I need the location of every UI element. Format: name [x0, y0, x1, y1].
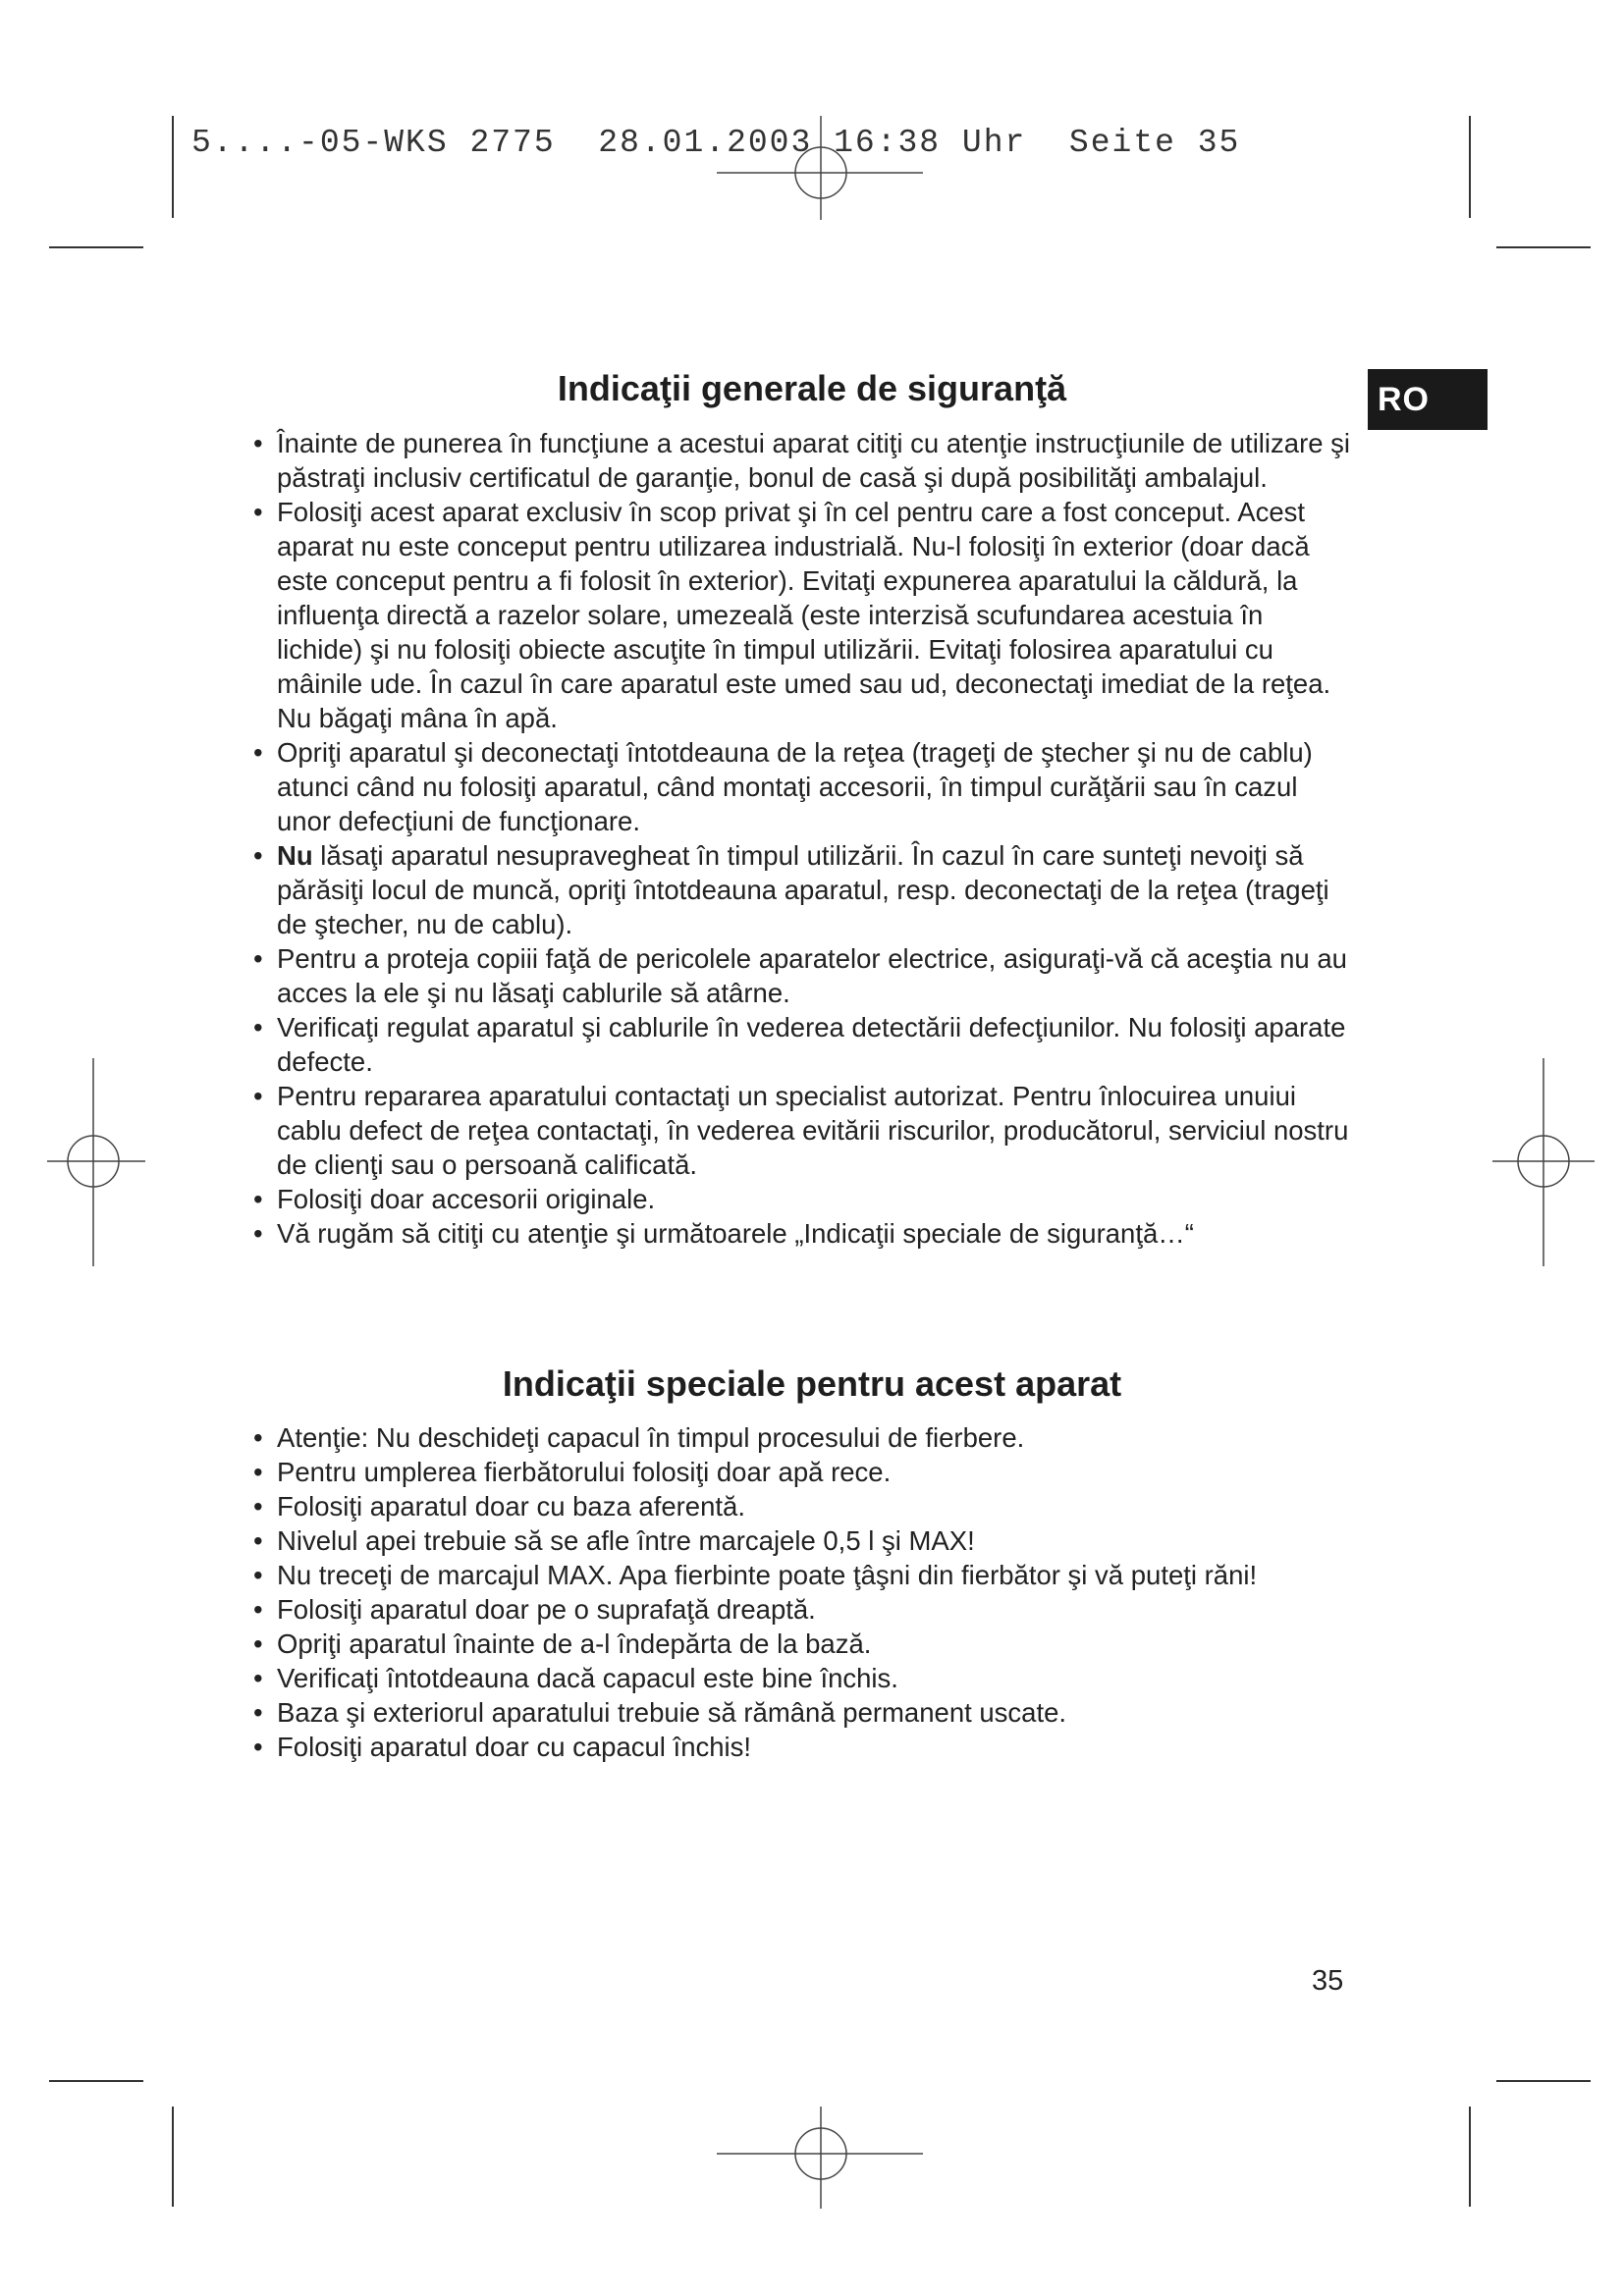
list-item — [253, 1558, 1353, 1592]
list-item-text: Baza şi exteriorul aparatului trebuie să rămână permanent uscate. — [277, 1697, 1067, 1728]
bullet-icon: • — [253, 1081, 263, 1111]
list-item-text: Vă rugăm să citiţi cu atenţie şi următoarele „Indicaţii speciale de siguranţă…“ — [277, 1218, 1194, 1249]
bullet-icon: • — [253, 840, 263, 871]
bullet-icon: • — [253, 1629, 263, 1659]
language-tab: RO — [1368, 369, 1488, 430]
list-item — [253, 1455, 1353, 1489]
list-item-text: Pentru repararea aparatului contactaţi un specialist autorizat. Pentru înlocuirea unuiui cablu defect de reţea contactaţi, în vederea evitării riscurilor, producătorul, serviciul nostru de clienţi sau o persoană calificată. — [277, 1081, 1349, 1180]
list-item — [253, 1730, 1353, 1764]
list-item-text: Folosiţi aparatul doar cu baza aferentă. — [277, 1491, 745, 1522]
list-item — [253, 1079, 1353, 1182]
list-item — [253, 426, 1353, 495]
list-item — [253, 838, 1353, 941]
list-item-text: Opriţi aparatul înainte de a-l îndepărta de la bază. — [277, 1629, 872, 1659]
list-item-text: Verificaţi întotdeauna dacă capacul este bine închis. — [277, 1663, 898, 1693]
list-item-text: Folosiţi aparatul doar pe o suprafaţă dreaptă. — [277, 1594, 816, 1625]
list-item — [253, 735, 1353, 838]
bullet-icon: • — [253, 428, 263, 458]
print-header: 5....-05-WKS 2775 28.01.2003 16:38 Uhr Seite 35 — [191, 125, 1241, 161]
page-number: 35 — [1312, 1965, 1344, 1997]
bullet-icon: • — [253, 1663, 263, 1693]
bullet-icon: • — [253, 1525, 263, 1556]
section-title-general-safety: Indicaţii generale de siguranţă — [557, 368, 1067, 408]
bullet-icon: • — [253, 1012, 263, 1042]
bullet-icon: • — [253, 1732, 263, 1762]
list-item — [253, 941, 1353, 1010]
list-item — [253, 1523, 1353, 1558]
bullet-icon: • — [253, 497, 263, 527]
list-item — [253, 1627, 1353, 1661]
bullet-icon: • — [253, 943, 263, 974]
list-item — [253, 1420, 1353, 1455]
list-item — [253, 495, 1353, 735]
bullet-icon: • — [253, 1457, 263, 1487]
list-item — [253, 1592, 1353, 1627]
bullet-icon: • — [253, 1491, 263, 1522]
list-item-text: Opriţi aparatul şi deconectaţi întotdeauna de la reţea (trageţi de ştecher şi nu de cablu) atunci când nu folosiţi aparatul, când montaţi accesorii, în timpul curăţării sau în cazul unor defecţiuni de funcţionare. — [277, 737, 1313, 836]
list-item-text: Folosiţi doar accesorii originale. — [277, 1184, 656, 1214]
bullet-icon: • — [253, 1218, 263, 1249]
list-item-text: Verificaţi regulat aparatul şi cablurile în vederea detectării defecţiunilor. Nu folosiţi aparate defecte. — [277, 1012, 1346, 1077]
list-item-text: Folosiţi acest aparat exclusiv în scop privat şi în cel pentru care a fost conceput. Acest aparat nu este conceput pentru utilizarea industrială. Nu-l folosiţi în exterior (doar dacă este conceput pentru a fi folosit în exterior). Evitaţi expunerea aparatului la căldură, la influenţa directă a razelor solare, umezeală (este interzisă scufundarea acestuia în lichide) şi nu folosiţi obiecte ascuţite în timpul utilizării. Evitaţi folosirea aparatului cu mâinile ude. În cazul în care aparatul este umed sau ud, deconectaţi imediat de la reţea. Nu băgaţi mâna în apă. — [277, 497, 1331, 733]
list-item — [253, 1489, 1353, 1523]
list-item-text — [277, 838, 1353, 941]
list-item-text: Înainte de punerea în funcţiune a acestui aparat citiţi cu atenţie instrucţiunile de utilizare şi păstraţi inclusiv certificatul de garanţie, bonul de casă şi după posibilităţi ambalajul. — [277, 428, 1351, 493]
list-item-text: Nivelul apei trebuie să se afle între marcajele 0,5 l şi MAX! — [277, 1525, 975, 1556]
list-item — [253, 1010, 1353, 1079]
list-item-text: Pentru umplerea fierbătorului folosiţi doar apă rece. — [277, 1457, 892, 1487]
bullet-icon: • — [253, 1184, 263, 1214]
list-item-rest: lăsaţi aparatul nesupravegheat în timpul utilizării. În cazul în care sunteţi nevoiţi să părăsiţi locul de muncă, opriţi întotdeauna aparatul, resp. deconectaţi de la reţea (trageţi de ştecher, nu de cablu). — [277, 840, 1329, 939]
emphasis-text: Nu — [277, 840, 313, 871]
list-item — [253, 1695, 1353, 1730]
list-item-text: Pentru a proteja copiii faţă de pericolele aparatelor electrice, asiguraţi-vă că aceştia nu au acces la ele şi nu lăsaţi cablurile să atârne. — [277, 943, 1347, 1008]
list-item — [253, 1661, 1353, 1695]
list-item-text: Folosiţi aparatul doar cu capacul închis! — [277, 1732, 752, 1762]
list-item — [253, 1216, 1353, 1251]
special-instructions-list — [253, 1420, 1353, 1764]
bullet-icon: • — [253, 1697, 263, 1728]
general-safety-list — [253, 426, 1353, 1251]
list-item-text: Atenţie: Nu deschideţi capacul în timpul procesului de fierbere. — [277, 1422, 1025, 1453]
list-item-text: Nu treceţi de marcajul MAX. Apa fierbinte poate ţâşni din fierbător şi vă puteţi răni! — [277, 1560, 1258, 1590]
bullet-icon: • — [253, 1560, 263, 1590]
section-title-special-instructions: Indicaţii speciale pentru acest aparat — [502, 1363, 1122, 1404]
bullet-icon: • — [253, 1422, 263, 1453]
list-item — [253, 1182, 1353, 1216]
bullet-icon: • — [253, 1594, 263, 1625]
bullet-icon: • — [253, 737, 263, 768]
